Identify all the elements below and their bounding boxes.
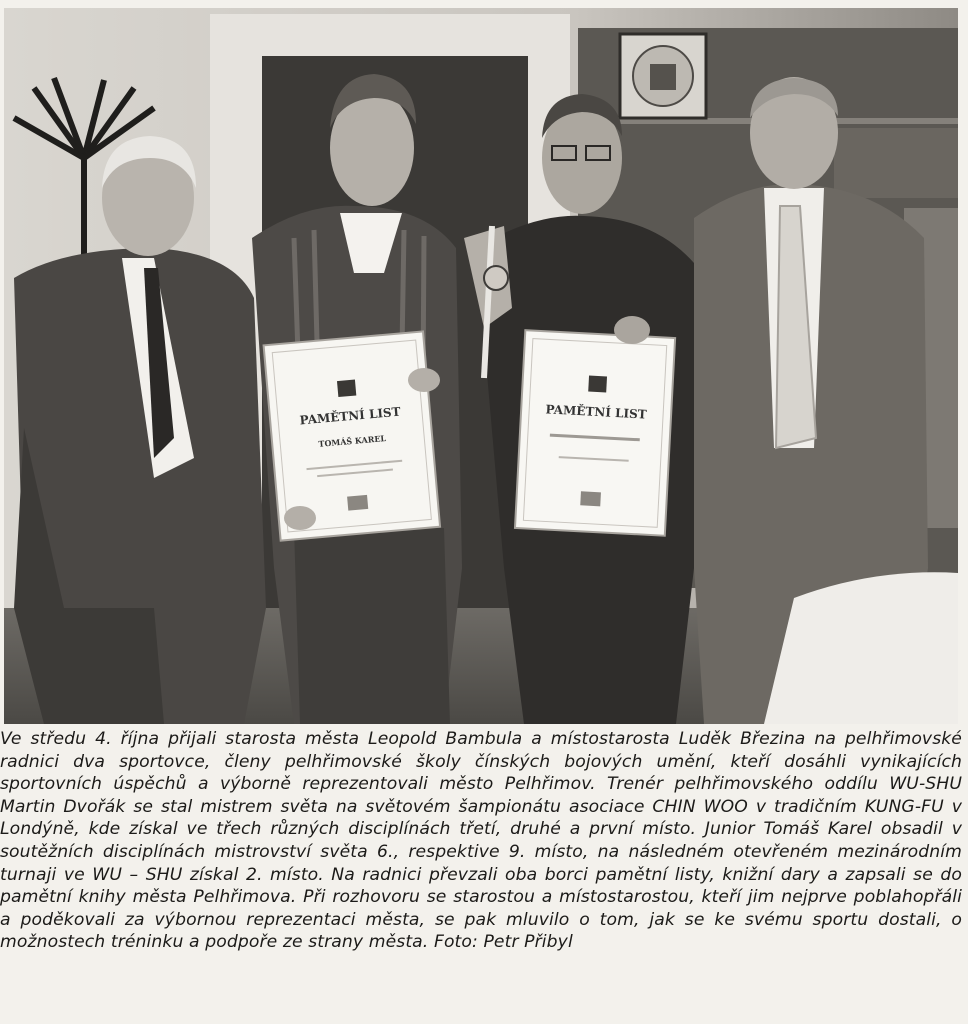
photo-illustration	[4, 8, 958, 724]
certificate-left-title: PAMĚTNÍ LIST	[299, 404, 402, 428]
certificate-right-title: PAMĚTNÍ LIST	[545, 402, 648, 422]
photo-credit: Foto: Petr Přibyl	[433, 932, 573, 953]
certificate-left-name: TOMÁŠ KAREL	[318, 433, 387, 449]
certificate-right	[515, 330, 675, 536]
caption-text: Ve středu 4. října přijali starosta města Leopold Bambula a místostarosta Luděk Březina na pelhřimovské radnici dva sportovce, členy pelhřimovské školy čínských bojových umění, kteří dosáhli vynikajících sportovních úspěchů a výborně reprezentovali město Pelhřimov. Trenér pelhřimovského oddílu WU-SHU Martin Dvořák se stal mistrem světa na světovém šampionátu asociace CHIN WOO v tradičním KUNG-FU v Londýně, kde získal ve třech různých disciplínách třetí, druhé a první místo. Junior Tomáš Karel obsadil v soutěžních disciplínách mistrovství světa 6., respektive 9. místo, na následném otevřeném mezinárodním turnaji ve WU – SHU získal 2. místo. Na radnici převzali oba borci pamětní listy, knižní dary a zapsali se do pamětní knihy města Pelhřimova. Při rozhovoru se starostou a místostarostou, kteří jim nejprve poblahopřáli a poděkovali za výbornou reprezentaci města, se pak mluvilo o tom, jak se ke svému sportu dostali, o možnostech tréninku a podpoře ze strany města.	[0, 729, 962, 953]
caption-paragraph	[0, 728, 966, 954]
group-photo	[4, 8, 958, 724]
photo-caption	[0, 728, 966, 1024]
medal	[484, 266, 508, 290]
